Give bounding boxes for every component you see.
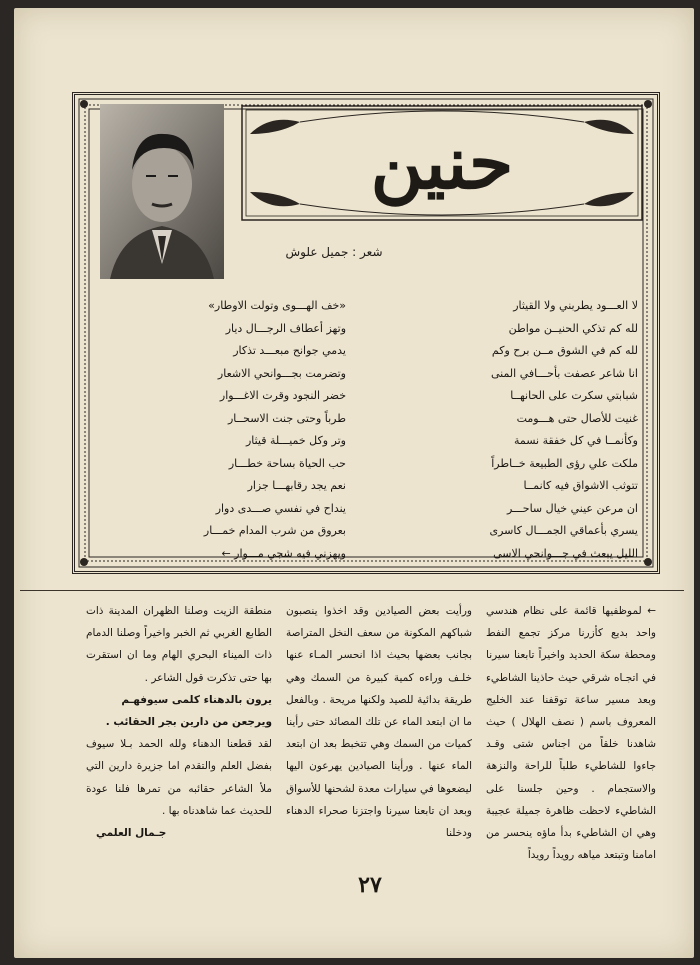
verse-second-hemistich: حب الحياة بساحة خطـــار [228, 456, 346, 470]
verse-first-hemistich: لا العـــود يطربني ولا القيثار [513, 299, 638, 312]
section-divider [20, 590, 684, 591]
poem-verse-row [90, 364, 646, 387]
verse-second-hemistich: يدمي جوانح مبعـــد تذكار [233, 344, 346, 357]
verse-second-hemistich: وتهز أعطاف الرجـــال ديار [225, 321, 346, 335]
author-photo [100, 104, 224, 279]
author-line: شعر : جميل علوش [285, 245, 383, 259]
poem-verse-row [90, 454, 646, 477]
author-signature: جـمال العلمي [96, 827, 167, 840]
verse-second-hemistich: ينداح في نفسي صـــدى دوار [215, 501, 346, 515]
poem-verse-row [90, 544, 646, 567]
column-1-text: ← لموظفيها قائمة على نظام هندسي واحد بديع كأزرنا مركز تجمع النفط ومحطة سكة الحديد واخيراً تابعنا سيرنا في اتجـاه شرقي حيث حاذينا الشاطيء وبعد مسير ساعة توقفنا عند الخليج المعروف باسم ( نصف الهلال ) حيث شاهدنا خلقاً من اجناس شتى وقـد جاءوا للشاطيء طلباً للراحة والنزهة والاستجمام . وحين جلسنا على الشاطيء لاحظت ظاهرة جميلة عجيبة وهي ان الشاطيء بدأ ماؤه ينحسر من امامنا وتبتعد مياهه رويداً رويداً [486, 605, 656, 862]
poem-verse-row [90, 521, 646, 544]
verse-second-hemistich: نعم يجد رقابهـــا جزار [247, 479, 346, 492]
poem-verse-row [90, 386, 646, 409]
verse-first-hemistich: ان مرعن عيني خيال ساحـــر [507, 501, 638, 515]
verse-second-hemistich: طرباً وحتى جنت الاسحــار [227, 411, 346, 425]
poem-verse-row [90, 341, 646, 364]
verse-first-hemistich: غنيت للأصال حتى هـــومت [516, 411, 638, 425]
page-number: ٢٧ [358, 872, 382, 898]
verse-first-hemistich: ملكت علي رؤى الطبيعة خــاطراً [491, 456, 638, 470]
column-3-text-2: لقد قطعنا الدهناء ولله الحمد بـلا سيوف بفضل العلم والتقدم اما جزيرة دارين التي ملأ الشاعر حقائبه من تمرها فلنا عودة للحديث عما شاهدناه بها . [86, 738, 272, 817]
poem-verse-row [90, 476, 646, 499]
poem-verse-row [90, 319, 646, 342]
poem-title: حنين [370, 120, 514, 205]
verse-first-hemistich: وكأنمــا في كل خفقة نسمة [513, 434, 638, 447]
verse-first-hemistich: لله كم تذكي الحنيــن مواطن [508, 321, 638, 335]
title-cartouche [240, 104, 644, 222]
quoted-verse-1: يرون بالدهناء كلمى سيوفهـم [121, 693, 272, 706]
verse-first-hemistich: شبابتي سكرت على الحانهــا [510, 389, 638, 402]
verse-second-hemistich: وتر وكل خميـــلة قيثار [245, 434, 346, 447]
verse-second-hemistich: وتضرمت بجـــوانحي الاشعار [217, 366, 346, 380]
verse-first-hemistich: لله كم في الشوق مــن برح وكم [491, 344, 638, 357]
article-column-1 [486, 600, 656, 866]
verse-first-hemistich: تتوثب الاشواق فيه كانمــا [523, 479, 638, 492]
verse-first-hemistich: الليل يبعث في جـــوانحي الاسى [493, 546, 638, 560]
verse-second-hemistich: ويهزني فيه شجي مـــوار ← [221, 546, 346, 560]
column-2-text: ورأيت بعض الصيادين وقد اخذوا ينصبون شباكهم المكونة من سعف النخل المتراصة بجانب بعضها بحيث اذا انحسر المـاء عنها خلـف وراءه كمية كبيرة من السمك وهي طريقة بدائية للصيد ولكنها مريحة . وبالفعل ما ان ابتعد الماء عن تلك المصائد حتى رأينا كميات من السمك وهي تتخبط بعد ان ابتعد الماء عنها . ورأينا الصيادين يهرعون اليها ليضعوها في سيارات معدة لشحنها للأسواق وبعد ان تابعنا سيرنا واجتزنا صحراء الدهناء ودخلنا [286, 605, 472, 840]
verse-second-hemistich: خضر النجود وقرت الاغـــوار [219, 389, 346, 402]
verse-second-hemistich: «خف الهـــوى وتولت الاوطار» [208, 299, 346, 312]
poem-verses [90, 296, 646, 566]
verse-first-hemistich: انا شاعر عصفت بأحـــافي المنى [490, 366, 638, 380]
verse-first-hemistich: يسري بأعماقي الجمـــال كاسرى [489, 524, 638, 537]
poem-verse-row [90, 296, 646, 319]
column-3-text: منطقة الزيت وصلنا الظهران المدينة ذات الطابع الغربي ثم الخبر واخيراً وصلنا الدمام ذات الميناء البحري الهام وما ان استقرت بها حتى تذكرت قول الشاعر . [86, 605, 272, 684]
quoted-verse-2: ويرجعن من دارين بجر الحقائب . [105, 716, 272, 729]
poem-verse-row [90, 409, 646, 432]
article-column-2 [286, 600, 472, 844]
poem-verse-row [90, 431, 646, 454]
article-column-3 [86, 600, 272, 844]
verse-second-hemistich: بعروق من شرب المدام خمـــار [203, 524, 346, 537]
poem-verse-row [90, 499, 646, 522]
